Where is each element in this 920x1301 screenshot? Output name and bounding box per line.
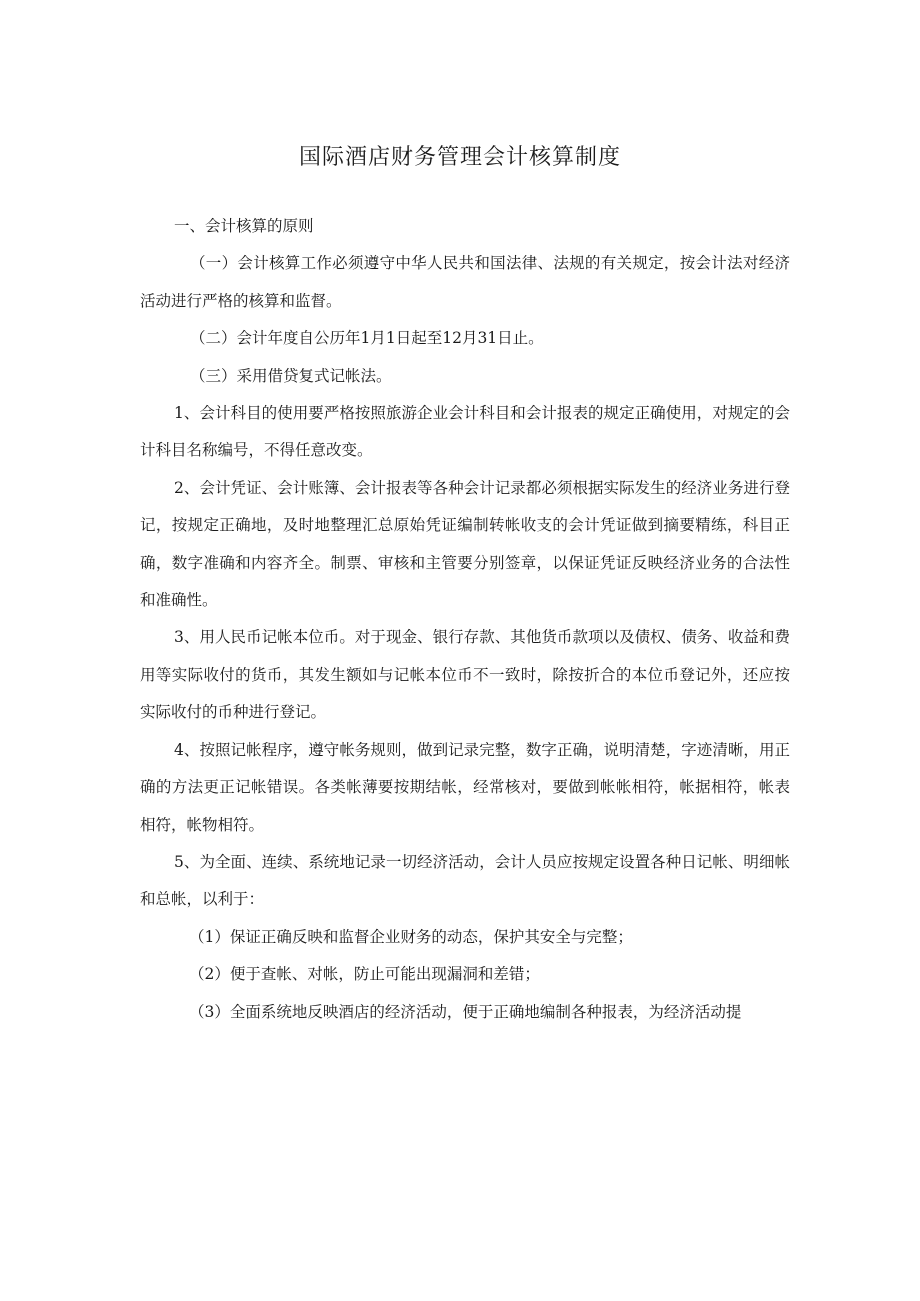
document-body: [140, 208, 790, 1031]
paragraph: 5、为全面、连续、系统地记录一切经济活动，会计人员应按规定设置各种日记帐、明细帐和总帐，以利于：: [140, 852, 790, 909]
paragraph: 2、会计凭证、会计账簿、会计报表等各种会计记录都必须根据实际发生的经济业务进行登记，按规定正确地，及时地整理汇总原始凭证编制转帐收支的会计凭证做到摘要精练，科目正确，数字准确和内容齐全。制票、审核和主管要分别签章，以保证凭证反映经济业务的合法性和准确性。: [140, 478, 790, 610]
list-item: （2）便于查帐、对帐，防止可能出现漏洞和差错；: [189, 965, 540, 984]
paragraph: （二）会计年度自公历年1月1日起至12月31日止。: [190, 329, 544, 348]
list-item: （1）保证正确反映和监督企业财务的动态，保护其安全与完整；: [189, 927, 633, 946]
paragraph: 1、会计科目的使用要严格按照旅游企业会计科目和会计报表的规定正确使用，对规定的会计科目名称编号，不得任意改变。: [140, 404, 790, 460]
paragraph: （三）采用借贷复式记帐法。: [190, 366, 392, 385]
paragraph: （一）会计核算工作必须遵守中华人民共和国法律、法规的有关规定，按会计法对经济活动进行严格的核算和监督。: [140, 254, 790, 310]
paragraph: 4、按照记帐程序，遵守帐务规则，做到记录完整，数字正确，说明清楚，字迹清晰，用正确的方法更正记帐错误。各类帐薄要按期结帐，经常核对，要做到帐帐相符，帐据相符，帐表相符，帐物相符。: [140, 740, 790, 834]
list-item: （3）全面系统地反映酒店的经济活动，便于正确地编制各种报表，为经济活动提: [189, 1002, 742, 1021]
document-title: 国际酒店财务管理会计核算制度: [298, 145, 621, 170]
section-heading: 一、会计核算的原则: [174, 217, 314, 235]
paragraph: 3、用人民币记帐本位币。对于现金、银行存款、其他货币款项以及债权、债务、收益和费用等实际收付的货币，其发生额如与记帐本位币不一致时，除按折合的本位币登记外，还应按实际收付的币种进行登记。: [140, 628, 790, 722]
